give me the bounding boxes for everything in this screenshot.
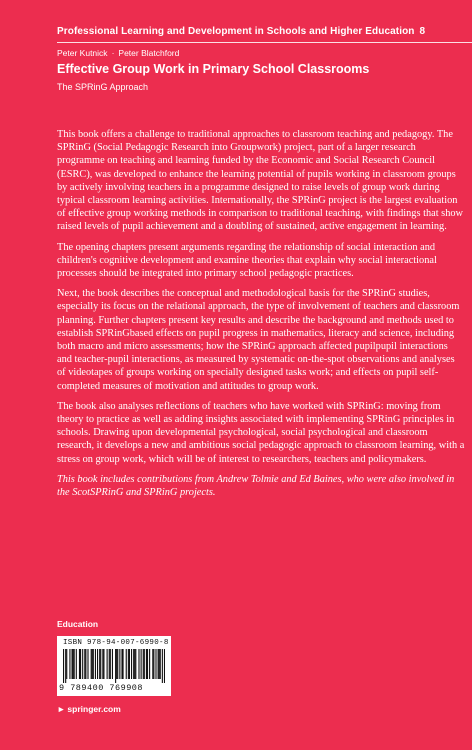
book-title: Effective Group Work in Primary School Classrooms (57, 62, 370, 76)
barcode-bar (65, 649, 66, 683)
barcode-bar (91, 649, 92, 679)
blurb-paragraph: The book also analyses reflections of teachers who have worked with SPRinG: moving from theory to practice as well as adding insights associated with implementing SPRinG principles in schools. Drawing upon developmental psychological, social psychological and classroom research, it develops a new and ambitious social pedagogic approach to classroom learning, with a stress on group work, which will be of interest to researchers, teachers and policymakers. (57, 400, 465, 465)
contributors-note: This book includes contributions from Andrew Tolmie and Ed Baines, who were also involved in the ScotSPRinG and SPRinG projects. (57, 473, 455, 499)
barcode-bar (131, 649, 132, 679)
author-separator: · (111, 48, 115, 58)
authors (57, 48, 179, 58)
barcode-bars (63, 649, 165, 683)
barcode (57, 636, 171, 696)
barcode-bar (134, 649, 135, 679)
barcode-bar (160, 649, 161, 679)
blurb-paragraph: This book offers a challenge to traditional approaches to classroom teaching and pedagogy. The SPRinG (Social Pedagogic Research into Groupwork) project, part of a larger research programme on teaching and learning funded by the Economic and Social Research Council (ESRC), was developed to enhance the learning potential of pupils working in classroom groups by actively involving teachers in a programme designed to raise levels of group work during typical classroom learning activities. Internationally, the SPRinG project is the largest evaluation of effective group working methods in comparison to traditional teaching, with findings that show raised levels of pupil achievement and a doubling of sustained, active engagement in learning. (57, 129, 464, 233)
barcode-bar (72, 649, 73, 679)
barcode-bar (107, 649, 108, 679)
blurb-paragraph: The opening chapters present arguments regarding the relationship of social interaction and children's cognitive development and examine theories that explain why social interactional processes should be integrated into primary school pedagogic practices. (57, 241, 437, 280)
arrow-right-icon: ► (57, 704, 66, 714)
barcode-bar (73, 649, 74, 679)
barcode-bar (133, 649, 134, 679)
barcode-bar (100, 649, 101, 679)
barcode-bar (123, 649, 124, 679)
barcode-bar (79, 649, 80, 679)
barcode-bar (110, 649, 111, 679)
barcode-bar (149, 649, 150, 679)
blurb-paragraph: Next, the book describes the conceptual and methodological basis for the SPRinG studies, especially its focus on the relational approach, the type of involvement of teachers and classroom planning. Further chapters present key results and describe the background and methods used to establish SPRinGbased effects on pupil progress in mathematics, literacy and science, including both macro and micro assessments; how the SPRinG approach affected pupilpupil interactions and teacher-pupil interactions, as measured by systematic on-the-spot observations and analyses of videotapes of groups working on specially designed tasks work; and effects on pupil self-completed measures of motivation and attitudes to group work. (57, 288, 460, 392)
barcode-bar (162, 649, 163, 683)
barcode-bar (99, 649, 100, 679)
barcode-bar (84, 649, 85, 679)
author-name: Peter Kutnick (57, 48, 108, 58)
barcode-bar (80, 649, 81, 679)
barcode-bar (63, 649, 64, 683)
isbn-label: ISBN 978-94-007-6990-8 (63, 639, 169, 647)
website-link[interactable]: springer.com (67, 704, 121, 714)
barcode-bar (153, 649, 154, 679)
barcode-bar (147, 649, 148, 679)
barcode-bar (76, 649, 77, 679)
barcode-bar (92, 649, 93, 679)
book-subtitle: The SPRinG Approach (57, 82, 149, 92)
series-volume: 8 (419, 26, 426, 37)
barcode-digits: 9 789400 769908 (59, 683, 144, 693)
series-title: Professional Learning and Development in Schools and Higher Education (57, 26, 415, 37)
barcode-bar (109, 649, 110, 679)
barcode-bar (135, 649, 136, 679)
barcode-bar (141, 649, 142, 679)
barcode-bar (69, 649, 70, 679)
barcode-bar (115, 649, 116, 683)
barcode-bar (117, 649, 118, 679)
barcode-bar (138, 649, 139, 679)
barcode-bar (126, 649, 127, 679)
barcode-bar (129, 649, 130, 679)
barcode-bar (152, 649, 153, 679)
barcode-bar (66, 649, 67, 679)
blurb (57, 128, 465, 506)
series-header (57, 26, 425, 37)
barcode-bar (112, 649, 113, 679)
barcode-bar (102, 649, 103, 679)
barcode-bar (159, 649, 160, 679)
barcode-bar (95, 649, 96, 679)
barcode-bar (144, 649, 145, 679)
barcode-bar (85, 649, 86, 679)
barcode-bar (121, 649, 122, 679)
publisher-website[interactable] (57, 704, 121, 714)
barcode-bar (93, 649, 94, 679)
barcode-bar (97, 649, 98, 679)
barcode-bar (116, 649, 117, 679)
header-rule (57, 42, 472, 43)
barcode-bar (87, 649, 88, 679)
barcode-bar (158, 649, 159, 679)
barcode-bar (128, 649, 129, 679)
barcode-bar (119, 649, 120, 679)
barcode-bar (146, 649, 147, 679)
barcode-bar (155, 649, 156, 679)
barcode-bar (82, 649, 83, 679)
barcode-bar (103, 649, 104, 679)
subject-category: Education (57, 619, 99, 629)
barcode-bar (74, 649, 75, 679)
barcode-bar (164, 649, 165, 683)
author-name: Peter Blatchford (118, 48, 180, 58)
barcode-bar (143, 649, 144, 679)
